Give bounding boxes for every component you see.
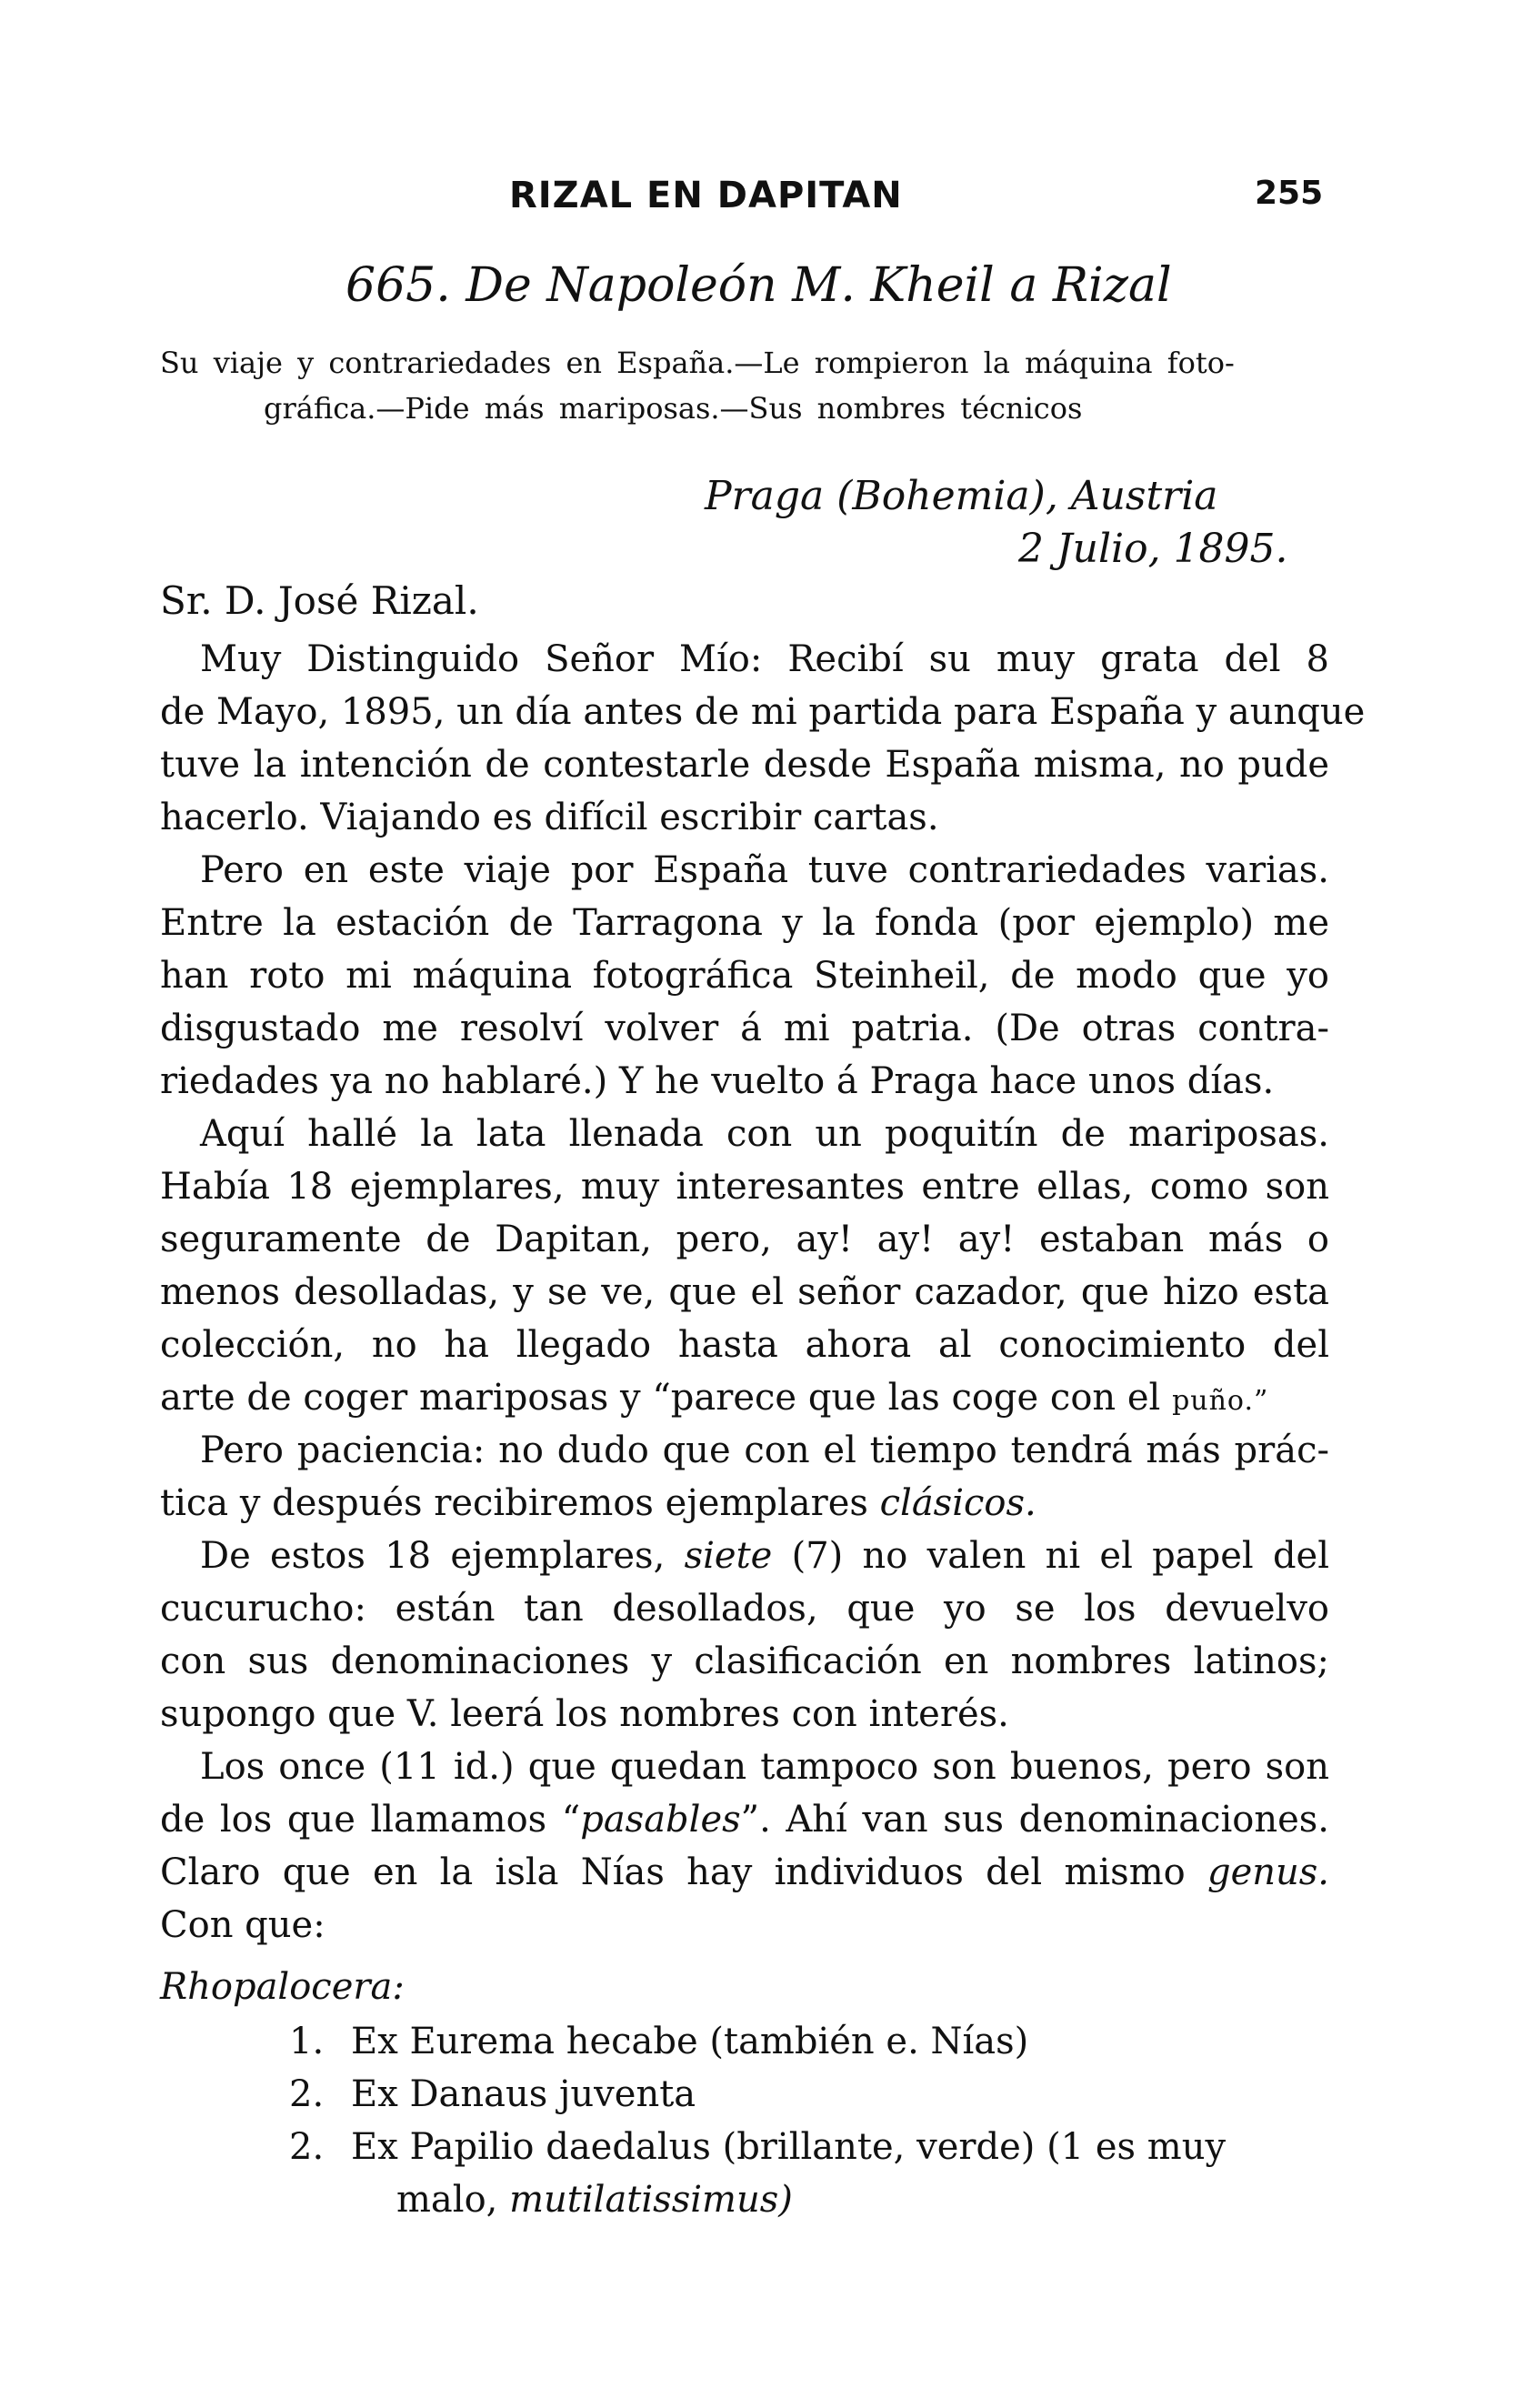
- body-text: Claro que en la isla Nías hay individuos del mismo: [160, 1851, 1186, 1893]
- body-line: [160, 1480, 1329, 1526]
- body-line: Había 18 ejemplares, muy interesantes entre ellas, como son: [160, 1166, 1329, 1208]
- list-header: Rhopalocera:: [160, 1966, 405, 2008]
- body-text: ”. Ahí van sus denominaciones.: [740, 1799, 1329, 1841]
- list-item: [289, 2072, 1329, 2117]
- body-line: cucurucho: están tan desollados, que yo se los devuelvo: [160, 1588, 1329, 1630]
- body-line: riedades ya no hablaré.) Y he vuelto á Praga hace unos días.: [160, 1060, 1275, 1102]
- body-text-italic: genus.: [1207, 1851, 1330, 1893]
- body-line: colección, no ha llegado hasta ahora al conocimiento del: [160, 1324, 1329, 1366]
- body-text: (7) no valen ni el papel del: [791, 1535, 1330, 1577]
- body-line: [200, 637, 1329, 682]
- body-line: supongo que V. leerá los nombres con interés.: [160, 1693, 1009, 1735]
- body-text-smallcaps: puño.”: [1172, 1385, 1269, 1417]
- body-line: hacerlo. Viajando es difícil escribir cartas.: [160, 797, 939, 838]
- list-text: Ex Danaus juventa: [351, 2073, 696, 2115]
- body-line: Los once (11 id.) que quedan tampoco son buenos, pero son: [200, 1746, 1329, 1788]
- body-text: De estos 18 ejemplares,: [200, 1535, 666, 1577]
- body-line: [160, 1797, 1329, 1842]
- body-line: Entre la estación de Tarragona y la fonda (por ejemplo) me: [160, 902, 1329, 944]
- summary-line: gráfica.—Pide más mariposas.—Sus nombres técnicos: [264, 391, 1083, 426]
- body-text: de los que llamamos “: [160, 1799, 581, 1841]
- body-text: Recibí su muy grata del 8: [787, 638, 1329, 680]
- body-line: Aquí hallé la lata llenada con un poquitín de mariposas.: [200, 1113, 1329, 1155]
- addressee: Sr. D. José Rizal.: [160, 578, 479, 623]
- page-number: 255: [1255, 175, 1324, 212]
- letter-date: 2 Julio, 1895.: [1018, 526, 1288, 572]
- body-line: seguramente de Dapitan, pero, ay! ay! ay! estaban más o: [160, 1219, 1329, 1260]
- list-text: Ex Papilio daedalus (brillante, verde) (1 es muy: [351, 2126, 1227, 2168]
- list-number: 1.: [289, 2021, 325, 2062]
- list-text-italic: mutilatissimus): [509, 2179, 793, 2221]
- body-line: de Mayo, 1895, un día antes de mi partida para España y aunque: [160, 691, 1366, 733]
- body-line: [160, 1850, 1329, 1895]
- body-line: disgustado me resolví volver á mi patria. (De otras contra-: [160, 1008, 1329, 1049]
- body-text: arte de coger mariposas y “parece que las coge con el: [160, 1377, 1161, 1419]
- body-text-italic: pasables: [580, 1799, 741, 1841]
- list-text: malo,: [396, 2179, 498, 2221]
- summary-line: Su viaje y contrariedades en España.—Le rompieron la máquina foto-: [160, 346, 1235, 380]
- body-text-italic: siete: [684, 1535, 773, 1577]
- body-line: han roto mi máquina fotográfica Steinheil, de modo que yo: [160, 955, 1329, 997]
- list-item-continuation: [396, 2177, 793, 2222]
- body-line: Pero en este viaje por España tuve contrariedades varias.: [200, 849, 1329, 891]
- body-line: [160, 1375, 1329, 1424]
- body-line: menos desolladas, y se ve, que el señor cazador, que hizo esta: [160, 1271, 1329, 1313]
- list-item: [289, 2019, 1329, 2064]
- body-text: tica y después recibiremos ejemplares: [160, 1482, 868, 1524]
- list-item: [289, 2124, 1329, 2170]
- letter-place: Praga (Bohemia), Austria: [705, 473, 1218, 519]
- body-line: con sus denominaciones y clasificación en nombres latinos;: [160, 1640, 1329, 1682]
- list-number: 2.: [289, 2073, 325, 2115]
- body-line: Con que:: [160, 1904, 325, 1946]
- letter-heading: 665. De Napoleón M. Kheil a Rizal: [345, 258, 1172, 313]
- list-number: 2.: [289, 2126, 325, 2168]
- body-line: tuve la intención de contestarle desde España misma, no pude: [160, 744, 1329, 786]
- list-text: Ex Eurema hecabe (también e. Nías): [351, 2021, 1029, 2062]
- body-text-italic: clásicos.: [879, 1482, 1036, 1524]
- body-line: [200, 1533, 1329, 1579]
- running-title: RIZAL EN DAPITAN: [509, 175, 903, 216]
- salutation: Muy Distinguido Señor Mío:: [200, 638, 763, 680]
- body-line: Pero paciencia: no dudo que con el tiempo tendrá más prác-: [200, 1430, 1329, 1471]
